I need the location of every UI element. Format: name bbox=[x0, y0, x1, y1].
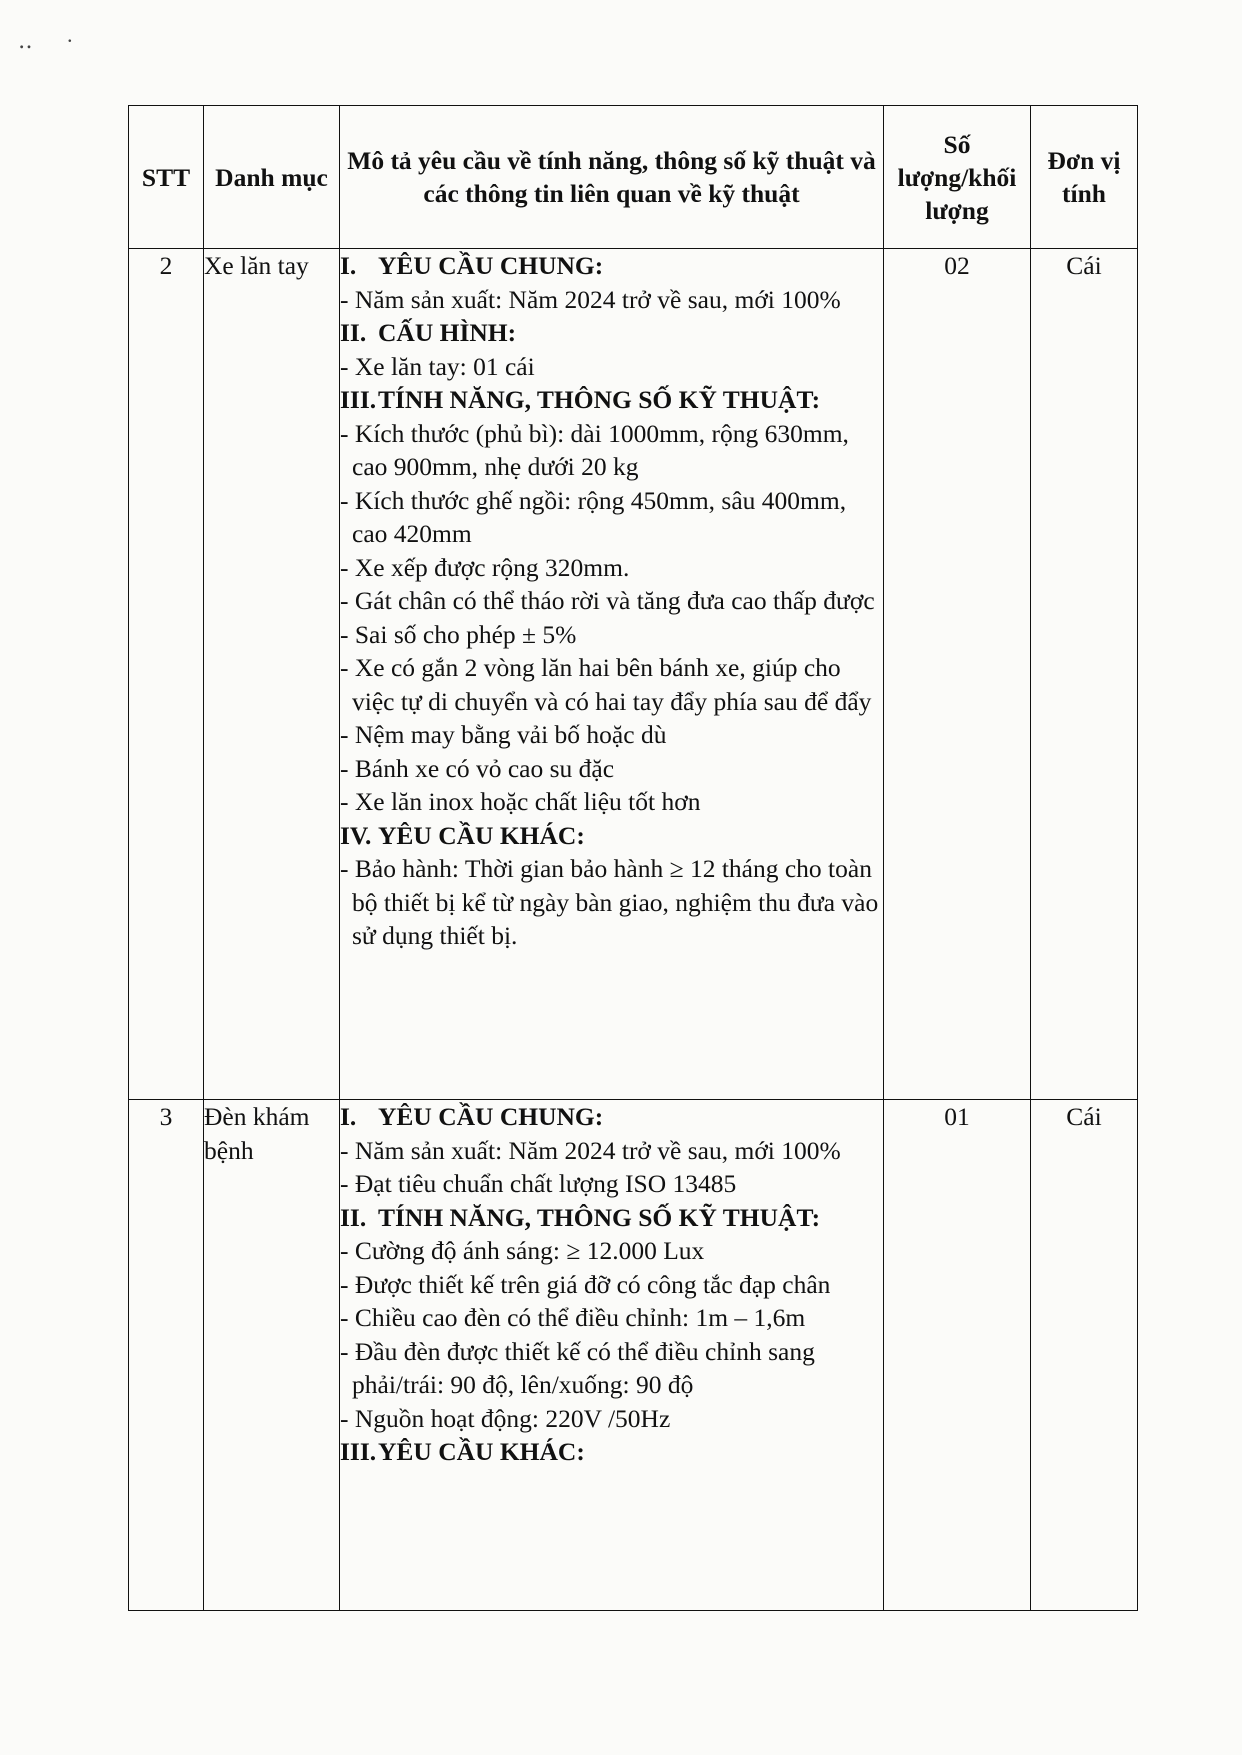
spec-item: - Xe lăn inox hoặc chất liệu tốt hơn bbox=[340, 787, 701, 816]
spec-item: - Xe lăn tay: 01 cái bbox=[340, 351, 535, 381]
spec-item: - Bánh xe có vỏ cao su đặc bbox=[340, 753, 615, 783]
section-heading: I. YÊU CẦU CHUNG: bbox=[340, 1102, 604, 1131]
spec-item: - Xe có gắn 2 vòng lăn hai bên bánh xe, giúp cho việc tự di chuyển và có hai tay đẩy phía sau để đẩy bbox=[340, 653, 872, 716]
spec-item: - Năm sản xuất: Năm 2024 trở về sau, mới 100% bbox=[340, 1135, 841, 1165]
row-stt: 2 bbox=[129, 249, 204, 1100]
spec-item: - Đạt tiêu chuẩn chất lượng ISO 13485 bbox=[340, 1169, 737, 1198]
spec-table bbox=[128, 105, 1138, 1611]
row-description bbox=[340, 249, 884, 1100]
spec-item: - Năm sản xuất: Năm 2024 trở về sau, mới 100% bbox=[340, 284, 841, 314]
spec-item: - Bảo hành: Thời gian bảo hành ≥ 12 tháng cho toàn bộ thiết bị kể từ ngày bàn giao, nghiệm thu đưa vào sử dụng thiết bị. bbox=[340, 854, 879, 950]
header-description: Mô tả yêu cầu về tính năng, thông số kỹ thuật và các thông tin liên quan về kỹ thuật bbox=[340, 106, 884, 249]
spec-item: - Nguồn hoạt động: 220V /50Hz bbox=[340, 1403, 671, 1433]
header-quantity: Số lượng/khối lượng bbox=[884, 106, 1031, 249]
header-unit: Đơn vị tính bbox=[1031, 106, 1138, 249]
table-row bbox=[129, 1100, 1138, 1611]
table-row bbox=[129, 249, 1138, 1100]
row-quantity: 01 bbox=[884, 1100, 1031, 1611]
section-heading: III.YÊU CẦU KHÁC: bbox=[340, 1437, 585, 1466]
spec-item: - Chiều cao đèn có thể điều chỉnh: 1m – 1,6m bbox=[340, 1303, 806, 1332]
section-heading: I. YÊU CẦU CHUNG: bbox=[340, 251, 604, 280]
row-quantity: 02 bbox=[884, 249, 1031, 1100]
section-heading: IV. YÊU CẦU KHÁC: bbox=[340, 820, 585, 850]
spec-item: - Nệm may bằng vải bố hoặc dù bbox=[340, 720, 667, 749]
row-description bbox=[340, 1100, 884, 1611]
row-unit: Cái bbox=[1031, 1100, 1138, 1611]
row-category: Đèn khám bệnh bbox=[204, 1100, 340, 1611]
spec-item: - Sai số cho phép ± 5% bbox=[340, 619, 577, 649]
header-category: Danh mục bbox=[204, 106, 340, 249]
section-heading: III.TÍNH NĂNG, THÔNG SỐ KỸ THUẬT: bbox=[340, 385, 821, 414]
table-header-row bbox=[129, 106, 1138, 249]
spec-item: - Được thiết kế trên giá đỡ có công tắc đạp chân bbox=[340, 1269, 831, 1299]
row-stt: 3 bbox=[129, 1100, 204, 1611]
header-stt: STT bbox=[129, 106, 204, 249]
spec-item: - Đầu đèn được thiết kế có thể điều chỉnh sang phải/trái: 90 độ, lên/xuống: 90 độ bbox=[340, 1336, 815, 1399]
spec-item: - Kích thước ghế ngồi: rộng 450mm, sâu 400mm, cao 420mm bbox=[340, 485, 847, 548]
spec-item: - Gát chân có thể tháo rời và tăng đưa cao thấp được bbox=[340, 586, 875, 615]
section-heading: II. TÍNH NĂNG, THÔNG SỐ KỸ THUẬT: bbox=[340, 1202, 821, 1232]
spec-item: - Kích thước (phủ bì): dài 1000mm, rộng 630mm, cao 900mm, nhẹ dưới 20 kg bbox=[340, 418, 849, 481]
row-unit: Cái bbox=[1031, 249, 1138, 1100]
scan-artifact: ‥ · bbox=[18, 28, 88, 53]
row-category: Xe lăn tay bbox=[204, 249, 340, 1100]
spec-item: - Xe xếp được rộng 320mm. bbox=[340, 552, 630, 582]
section-heading: II. CẤU HÌNH: bbox=[340, 318, 517, 347]
spec-item: - Cường độ ánh sáng: ≥ 12.000 Lux bbox=[340, 1236, 705, 1265]
